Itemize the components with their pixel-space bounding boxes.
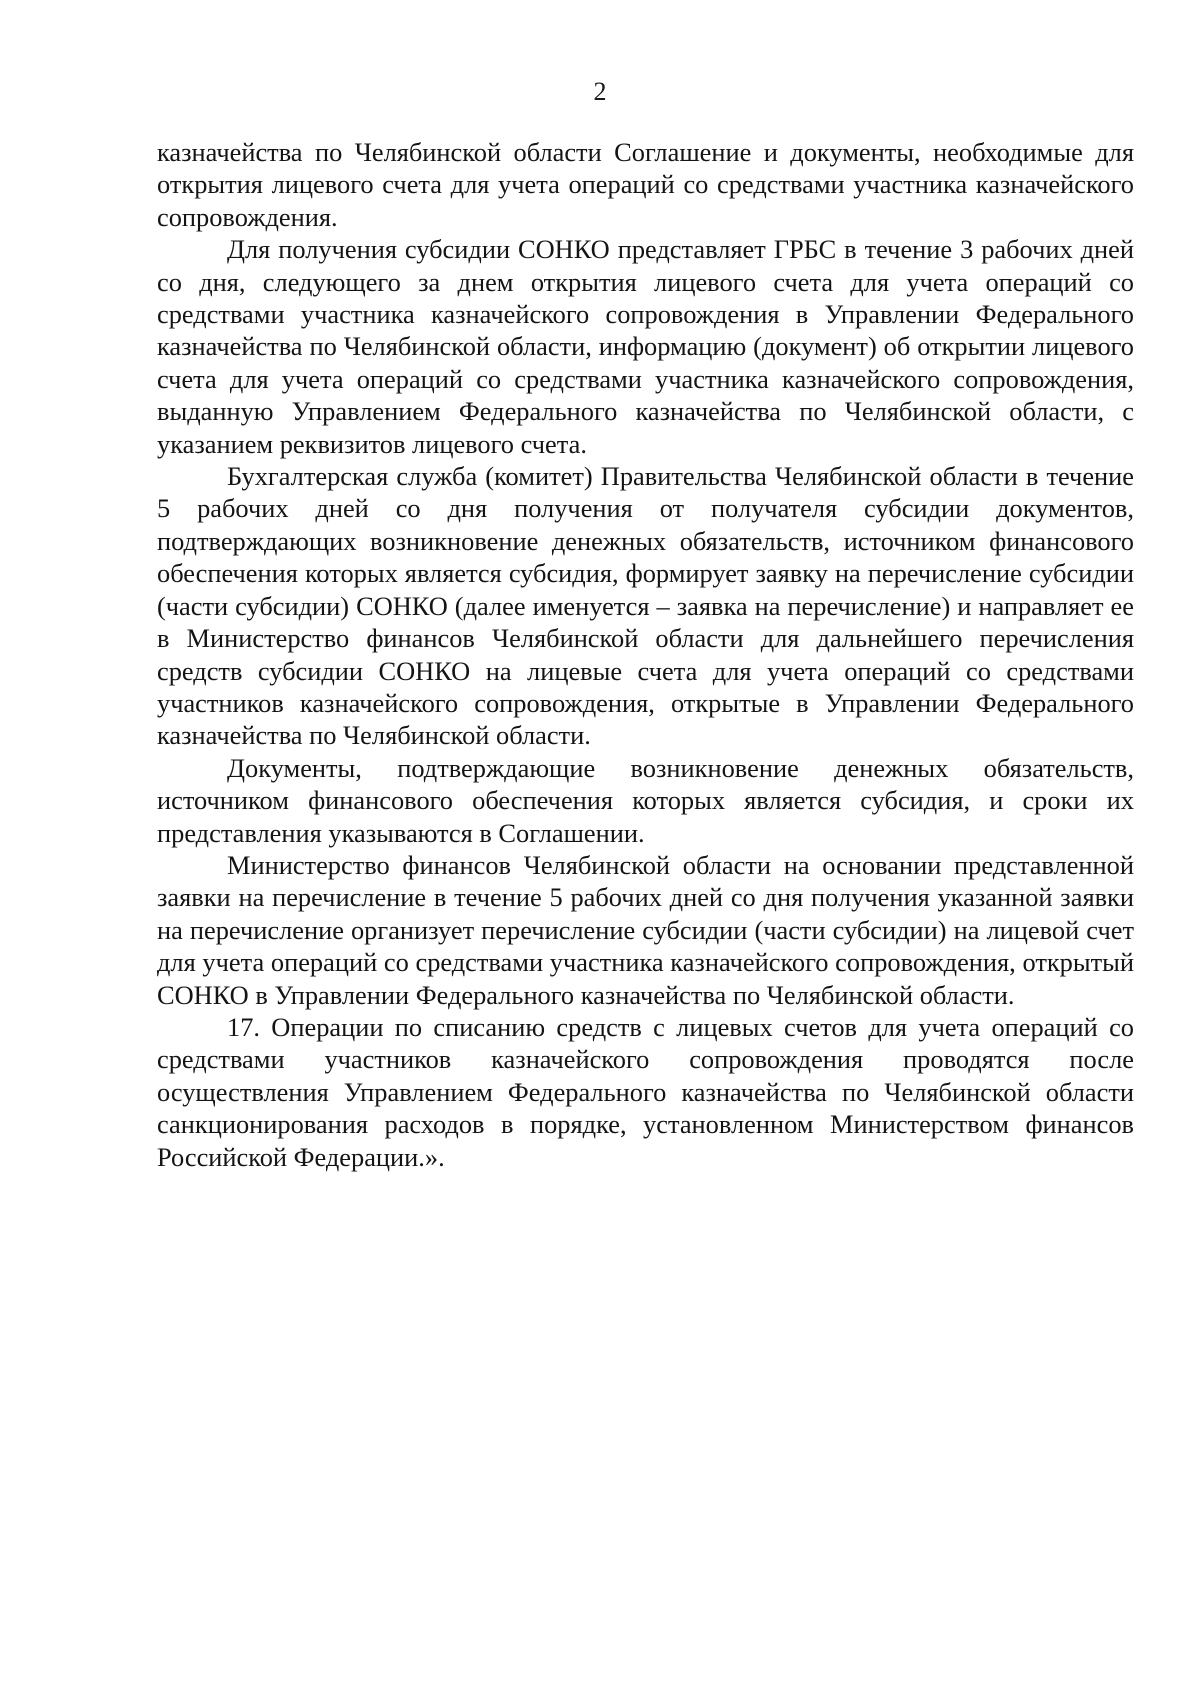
paragraph-continuation: казначейства по Челябинской области Соглашение и документы, необходимые для открытия лицевого счета для учета операций со средствами участника казначейского сопровождения. [157, 137, 1134, 232]
page-number: 2 [593, 77, 607, 106]
paragraph-documents: Документы, подтверждающие возникновение денежных обязательств, источником финансового обеспечения которых является субсидия, и сроки их представления указываются в Соглашении. [157, 752, 1134, 848]
paragraph-accounting-service: Бухгалтерская служба (комитет) Правительства Челябинской области в течение 5 рабочих дней со дня получения от получателя субсидии документов, подтверждающих возникновение денежных обязательств, источником финансового обеспечения которых является субсидия, формирует заявку на перечисление субсидии (части субсидии) СОНКО (далее именуется – заявка на перечисление) и направляет ее в Министерство финансов Челябинской области для дальнейшего перечисления средств субсидии СОНКО на лицевые счета для учета операций со средствами участников казначейского сопровождения, открытые в Управлении Федерального казначейства по Челябинской области. [157, 461, 1134, 751]
document-body [157, 136, 1134, 1173]
paragraph-item-17: 17. Операции по списанию средств с лицевых счетов для учета операций со средствами участников казначейского сопровождения проводятся после осуществления Управлением Федерального казначейства по Челябинской области санкционирования расходов в порядке, установленном Министерством финансов Российской Федерации.». [157, 1011, 1134, 1172]
paragraph-subsidy-request: Для получения субсидии СОНКО представляет ГРБС в течение 3 рабочих дней со дня, следующего за днем открытия лицевого счета для учета операций со средствами участника казначейского сопровождения в Управлении Федерального казначейства по Челябинской области, информацию (документ) об открытии лицевого счета для учета операций со средствами участника казначейского сопровождения, выданную Управлением Федерального казначейства по Челябинской области, с указанием реквизитов лицевого счета. [157, 234, 1134, 459]
paragraph-ministry-of-finance: Министерство финансов Челябинской области на основании представленной заявки на перечисление в течение 5 рабочих дней со дня получения указанной заявки на перечисление организует перечисление субсидии (части субсидии) на лицевой счет для учета операций со средствами участника казначейского сопровождения, открытый СОНКО в Управлении Федерального казначейства по Челябинской области. [157, 849, 1134, 1010]
